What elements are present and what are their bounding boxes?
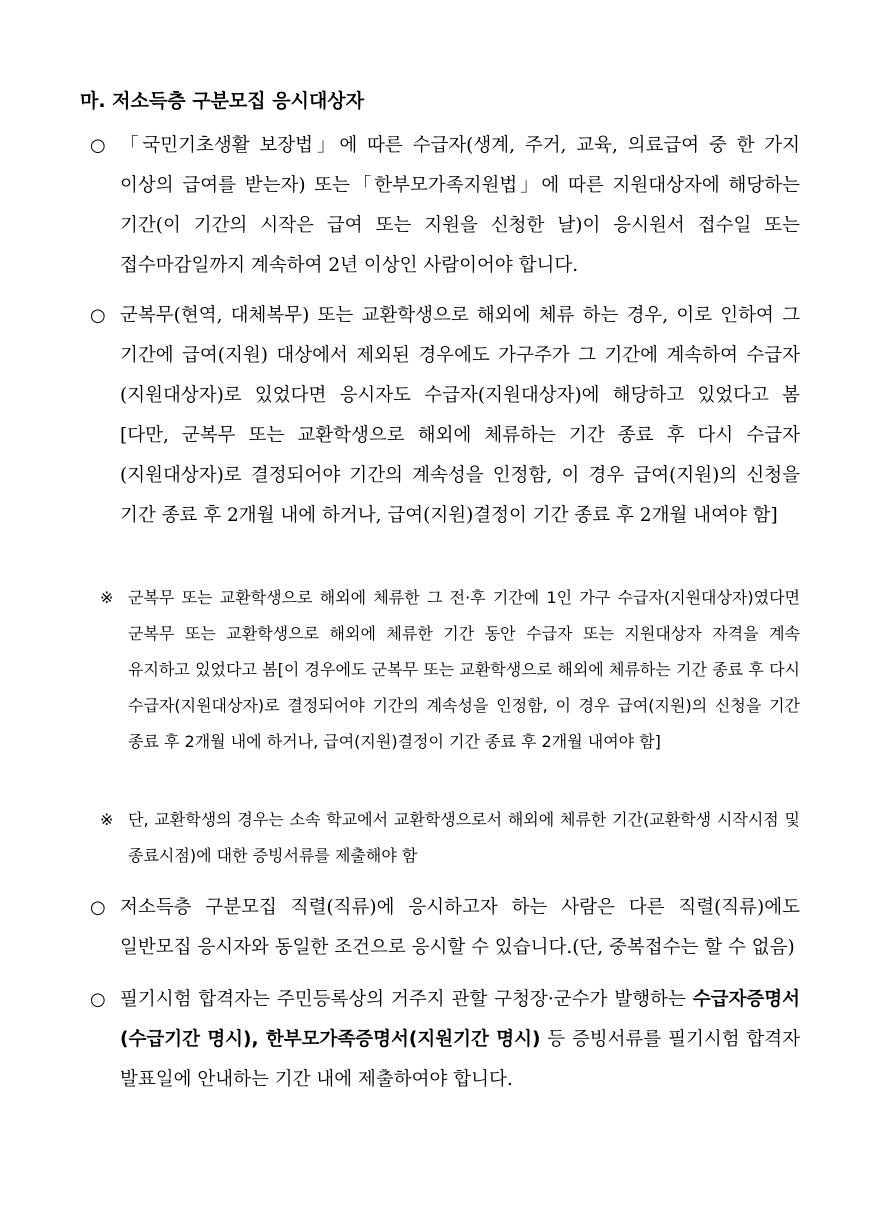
- reference-mark-icon: ※: [100, 810, 114, 829]
- section-heading: 마. 저소득층 구분모집 응시대상자: [80, 90, 365, 112]
- circle-bullet-icon: ○: [90, 897, 106, 918]
- bullet-item-1: [90, 126, 800, 286]
- circle-bullet-icon: ○: [90, 989, 106, 1010]
- bullet-item-4: [90, 980, 800, 1100]
- note-1-text: 군복무 또는 교환학생으로 해외에 체류한 그 전·후 기간에 1인 가구 수급자(지원대상자)였다면 군복무 또는 교환학생으로 해외에 체류한 기간 동안 수급자 또는 지원대상자 자격을 계속 유지하고 있었다고 봄[이 경우에도 군복무 또는 교환학생으로 해외에 체류하는 기간 종료 후 다시 수급자(지원대상자)로 결정되어야 기간의 계속성을 인정함, 이 경우 급여(지원)의 신청을 기간 종료 후 2개월 내에 하거나, 급여(지원)결정이 기간 종료 후 2개월 내여야 함]: [128, 588, 800, 751]
- item-4-text-after: 등 증빙서류를 필기시험 합격자 발표일에 안내하는 기간 내에 제출하여야 합니다.: [120, 1029, 800, 1090]
- bullet-item-1-text: 「국민기초생활 보장법」에 따른 수급자(생계, 주거, 교육, 의료급여 중 한 가지 이상의 급여를 받는자) 또는「한부모가족지원법」에 따른 지원대상자에 해당하는 기간(이 기간의 시작은 급여 또는 지원을 신청한 날)이 응시원서 접수일 또는 접수마감일까지 계속하여 2년 이상인 사람이어야 합니다.: [120, 135, 800, 276]
- bullet-item-4-text: [120, 980, 800, 1100]
- note-2: [100, 802, 800, 874]
- bullet-item-3: [90, 888, 800, 968]
- bullet-item-3-text: 저소득층 구분모집 직렬(직류)에 응시하고자 하는 사람은 다른 직렬(직류)에도 일반모집 응시자와 동일한 조건으로 응시할 수 있습니다.(단, 중복접수는 할 수 없음): [120, 897, 800, 958]
- item-4-text-before: 필기시험 합격자는 주민등록상의 거주지 관할 구청장·군수가 발행하는: [120, 989, 693, 1010]
- circle-bullet-icon: ○: [90, 305, 106, 326]
- bullet-item-2: [90, 296, 800, 536]
- circle-bullet-icon: ○: [90, 135, 106, 156]
- item-4-bold-certificates: 수급자증명서(수급기간 명시), 한부모가족증명서(지원기간 명시): [120, 989, 800, 1050]
- bullet-item-2-text: 군복무(현역, 대체복무) 또는 교환학생으로 해외에 체류 하는 경우, 이로 인하여 그 기간에 급여(지원) 대상에서 제외된 경우에도 가구주가 그 기간에 계속하여 수급자(지원대상자)로 있었다면 응시자도 수급자(지원대상자)에 해당하고 있었다고 봄[다만, 군복무 또는 교환학생으로 해외에 체류하는 기간 종료 후 다시 수급자(지원대상자)로 결정되어야 기간의 계속성을 인정함, 이 경우 급여(지원)의 신청을 기간 종료 후 2개월 내에 하거나, 급여(지원)결정이 기간 종료 후 2개월 내여야 함]: [120, 305, 800, 526]
- reference-mark-icon: ※: [100, 588, 114, 607]
- note-2-text: 단, 교환학생의 경우는 소속 학교에서 교환학생으로서 해외에 체류한 기간(교환학생 시작시점 및 종료시점)에 대한 증빙서류를 제출해야 함: [128, 810, 800, 865]
- note-1: [100, 580, 800, 760]
